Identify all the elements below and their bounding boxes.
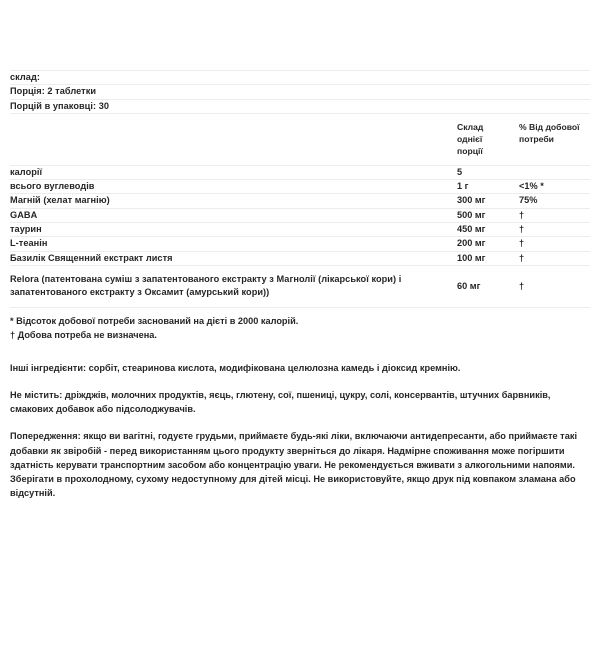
nutrient-amount: 200 мг — [457, 237, 519, 251]
serving-info-row — [10, 99, 590, 113]
label-heading: склад: — [10, 71, 590, 85]
table-row — [10, 179, 590, 193]
nutrient-name: таурин — [10, 223, 457, 237]
nutrient-daily-value: 75% — [519, 194, 590, 208]
nutrient-daily-value: † — [519, 237, 590, 251]
nutrient-amount: 450 мг — [457, 223, 519, 237]
nutrient-daily-value: † — [519, 223, 590, 237]
nutrient-name: Базилік Священний екстракт листя — [10, 251, 457, 265]
table-footnotes — [10, 307, 590, 351]
column-header-dv-line2: потреби — [519, 134, 554, 145]
footnote-dagger: † Добова потреба не визначена. — [10, 329, 157, 340]
nutrient-amount: 5 — [457, 165, 519, 179]
nutrient-name: Relora (патентована суміш з запатентованого екстракту з Магнолії (лікарської кори) і запатентованого екстракту з Оксамит (амурський кори)) — [10, 266, 457, 307]
nutrient-name: всього вуглеводів — [10, 179, 457, 193]
nutrient-daily-value — [519, 165, 590, 179]
column-header-daily-value — [519, 114, 590, 166]
table-header-row — [10, 114, 590, 166]
nutrient-name: Магній (хелат магнію) — [10, 194, 457, 208]
column-header-dv-line1: % Від добової — [519, 122, 580, 133]
nutrient-daily-value: † — [519, 266, 590, 307]
column-header-nutrient — [10, 114, 457, 166]
serving-info-row — [10, 85, 590, 99]
column-header-amount-per-serving — [457, 114, 519, 166]
nutrient-amount: 300 мг — [457, 194, 519, 208]
table-row — [10, 165, 590, 179]
warning-paragraph: Попередження: якщо ви вагітні, годуєте грудьми, приймаєте будь-які ліки, включаючи антидепресанти, або приймаєте такі добавки як звіробій - перед використанням цього продукту зверніться до лікаря. Надмірне споживання може погіршити здатність керувати транспортним засобом або концентрацію уваги. Не рекомендується вживати з алкогольними напоями. Зберігати в прохолодному, сухому недоступному для дітей місці. Не використовуйте, якщо друк під ковпаком зламана або відсутній. — [10, 431, 578, 499]
table-body — [10, 71, 590, 307]
nutrient-daily-value: † — [519, 208, 590, 222]
table-row — [10, 208, 590, 222]
nutrient-name: L-теанін — [10, 237, 457, 251]
table-row — [10, 266, 590, 307]
table-row — [10, 251, 590, 265]
free-from-paragraph: Не містить: дріжджів, молочних продуктів, яєць, глютену, сої, пшениці, цукру, солі, консервантів, штучних барвників, смакових добавок або підсолоджувачів. — [10, 389, 551, 415]
servings-per-container: Порцій в упаковці: 30 — [10, 99, 590, 113]
column-header-amount-line2: однієї — [457, 134, 483, 145]
label-paragraphs — [10, 361, 590, 501]
nutrient-amount: 100 мг — [457, 251, 519, 265]
nutrient-daily-value: <1% * — [519, 179, 590, 193]
nutrient-name: калорії — [10, 165, 457, 179]
table-row — [10, 237, 590, 251]
nutrient-amount: 60 мг — [457, 266, 519, 307]
nutrient-daily-value: † — [519, 251, 590, 265]
table-row — [10, 223, 590, 237]
serving-info-row — [10, 71, 590, 85]
footnote-daily-value-basis: * Відсоток добової потреби заснований на дієті в 2000 калорій. — [10, 315, 299, 326]
supplement-facts-table — [10, 70, 590, 307]
nutrient-name: GABA — [10, 208, 457, 222]
nutrient-amount: 500 мг — [457, 208, 519, 222]
nutrient-amount: 1 г — [457, 179, 519, 193]
other-ingredients-paragraph: Інші інгредієнти: сорбіт, стеаринова кислота, модифікована целюлозна камедь і діоксид кремнію. — [10, 362, 461, 373]
serving-size: Порція: 2 таблетки — [10, 85, 590, 99]
table-row — [10, 194, 590, 208]
column-header-amount-line1: Склад — [457, 122, 484, 133]
supplement-facts-label — [0, 70, 600, 670]
column-header-amount-line3: порції — [457, 146, 483, 157]
